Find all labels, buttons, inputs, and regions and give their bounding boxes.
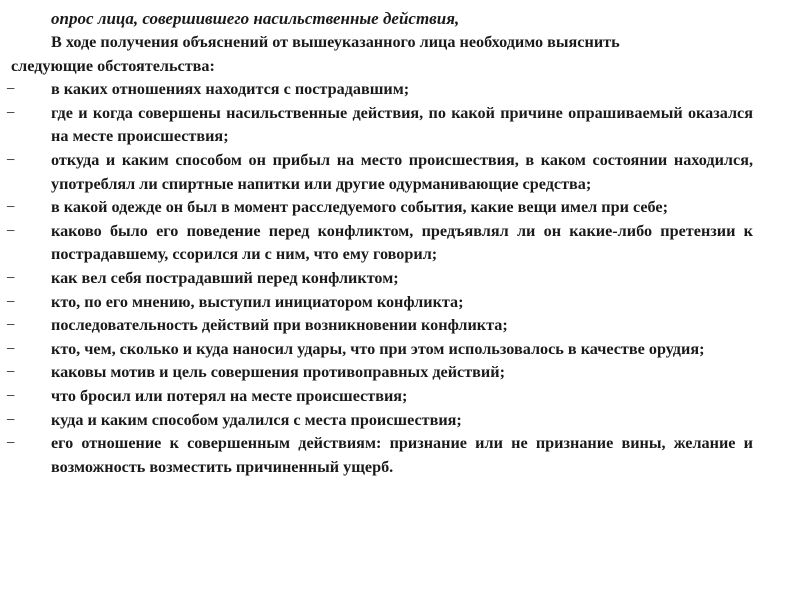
list-item-text: последовательность действий при возникновении конфликта;	[51, 316, 508, 335]
dash-bullet-icon: −	[6, 363, 16, 382]
list-item	[6, 385, 753, 409]
dash-bullet-icon: −	[6, 316, 16, 335]
intro-paragraph-line2: следующие обстоятельства:	[11, 56, 215, 75]
dash-bullet-icon: −	[6, 386, 16, 405]
list-item	[6, 196, 753, 220]
intro-paragraph-line1: В ходе получения объяснений от вышеуказанного лица необходимо выяснить	[51, 33, 620, 51]
dash-bullet-icon: −	[6, 198, 16, 217]
list-item	[6, 361, 753, 385]
list-item	[6, 149, 753, 196]
list-item	[6, 102, 753, 149]
list-item-text: куда и каким способом удалился с места происшествия;	[51, 410, 462, 429]
list-item-text: где и когда совершены насильственные действия, по какой причине опрашиваемый оказался на месте происшествия;	[51, 103, 753, 146]
section-heading: опрос лица, совершившего насильственные действия,	[51, 9, 460, 28]
dash-bullet-icon: −	[6, 221, 16, 240]
dash-bullet-icon: −	[6, 292, 16, 311]
list-item	[6, 267, 753, 291]
dash-bullet-icon: −	[6, 434, 16, 453]
list-item	[6, 338, 753, 362]
list-item	[6, 78, 753, 102]
list-item-text: откуда и каким способом он прибыл на место происшествия, в каком состоянии находился, употреблял ли спиртные напитки или другие одурманивающие средства;	[51, 150, 753, 193]
dash-bullet-icon: −	[6, 410, 16, 429]
list-item-text: в каких отношениях находится с пострадавшим;	[51, 80, 410, 99]
list-item-text: кто, по его мнению, выступил инициатором конфликта;	[51, 292, 464, 311]
list-item	[6, 409, 753, 433]
dash-bullet-icon: −	[6, 103, 16, 122]
list-item-text: что бросил или потерял на месте происшествия;	[51, 386, 408, 405]
dash-bullet-icon: −	[6, 80, 16, 99]
circumstances-list	[0, 78, 800, 479]
list-item	[6, 291, 753, 315]
list-item-text: в какой одежде он был в момент расследуемого события, какие вещи имел при себе;	[51, 198, 668, 217]
list-item-text: его отношение к совершенным действиям: признание или не признание вины, желание и возможность возместить причиненный ущерб.	[51, 434, 753, 476]
list-item	[6, 432, 753, 479]
dash-bullet-icon: −	[6, 150, 16, 169]
list-item-text: каково было его поведение перед конфликтом, предъявлял ли он какие-либо претензии к пострадавшему, ссорился ли с ним, что ему говорил;	[51, 221, 753, 264]
dash-bullet-icon: −	[6, 268, 16, 287]
dash-bullet-icon: −	[6, 339, 16, 358]
list-item-text: как вел себя пострадавший перед конфликтом;	[51, 268, 399, 287]
list-item	[6, 220, 753, 267]
list-item-text: кто, чем, сколько и куда наносил удары, что при этом использовалось в качестве орудия;	[51, 339, 705, 358]
list-item-text: каковы мотив и цель совершения противоправных действий;	[51, 363, 505, 382]
list-item	[6, 314, 753, 338]
